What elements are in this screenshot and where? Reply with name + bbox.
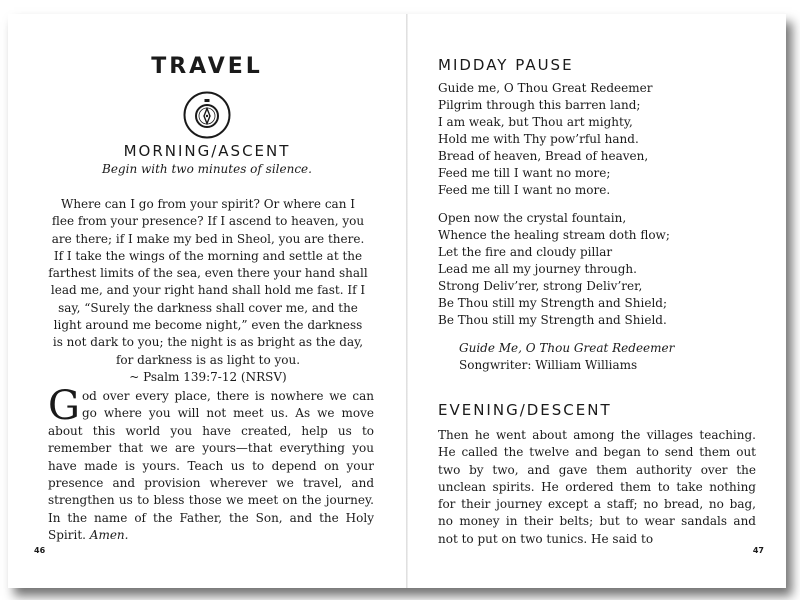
hymn-line: Guide me, O Thou Great Redeemer [438, 81, 653, 95]
hymn-stanza-2 [438, 210, 670, 329]
drop-cap: G [48, 383, 80, 429]
hymn-line: Feed me till I want no more. [438, 183, 611, 197]
section-heading-evening: EVENING/DESCENT [438, 401, 612, 419]
hymn-stanza-1 [438, 80, 652, 199]
hymn-line: Whence the healing stream doth flow; [438, 228, 670, 242]
song-title: Guide Me, O Thou Great Redeemer [459, 341, 675, 355]
left-page [8, 14, 406, 588]
scripture-passage [48, 196, 368, 386]
section-heading-midday: MIDDAY PAUSE [438, 56, 574, 74]
right-page [408, 14, 786, 588]
page-number-left: 46 [34, 546, 46, 555]
hymn-line: Let the fire and cloudy pillar [438, 245, 613, 259]
hymn-line: Lead me all my journey through. [438, 262, 637, 276]
evening-passage: Then he went about among the villages teaching. He called the twelve and began to send them out two by two, and gave them authority over the unclean spirits. He ordered them to take nothing for their journey except a staff; no bread, no bag, no money in their belts; but to wear sandals and not to put on two tunics. He said to [438, 428, 756, 546]
prayer-amen: Amen. [89, 528, 129, 543]
hymn-line: Be Thou still my Strength and Shield; [438, 296, 668, 310]
hymn-line: Bread of heaven, Bread of heaven, [438, 149, 649, 163]
songwriter: Songwriter: William Williams [459, 358, 638, 372]
hymn-line: Open now the crystal fountain, [438, 211, 627, 225]
hymn-line: Feed me till I want no more; [438, 166, 611, 180]
hymn-line: Be Thou still my Strength and Shield. [438, 313, 667, 327]
scripture-text: Where can I go from your spirit? Or where can I flee from your presence? If I ascend to heaven, you are there; if I make my bed in Sheol, you are there. If I take the wings of the morning and settle at the farthest limits of the sea, even there your hand shall lead me, and your right hand shall hold me fast. If I say, “Surely the darkness shall cover me, and the light around me become night,” even the darkness is not dark to you; the night is as bright as the day, for darkness is as light to you. [48, 197, 368, 367]
compass-icon [183, 91, 231, 139]
prayer-text: od over every place, there is nowhere we can go where you will not meet us. As we move about this world you have created, help us to remember that we are yours—that everything you have made is yours. Teach us to depend on your presence and provision wherever we travel, and strengthen us to bless those we meet on the journey. In the name of the Father, the Son, and the Holy Spirit. [48, 389, 374, 543]
scripture-reference: ~ Psalm 139:7-12 (NRSV) [129, 369, 287, 384]
hymn-line: Pilgrim through this barren land; [438, 98, 641, 112]
page-title: TRAVEL [151, 54, 263, 79]
section-heading-morning: MORNING/ASCENT [123, 142, 291, 160]
hymn-line: Strong Deliv’rer, strong Deliv’rer, [438, 279, 643, 293]
hymn-line: Hold me with Thy pow’rful hand. [438, 132, 639, 146]
hymn-line: I am weak, but Thou art mighty, [438, 115, 633, 129]
prayer-paragraph [48, 383, 374, 545]
page-number-right: 47 [752, 546, 764, 555]
hymn-credit [459, 340, 674, 374]
instruction-text: Begin with two minutes of silence. [102, 162, 312, 176]
